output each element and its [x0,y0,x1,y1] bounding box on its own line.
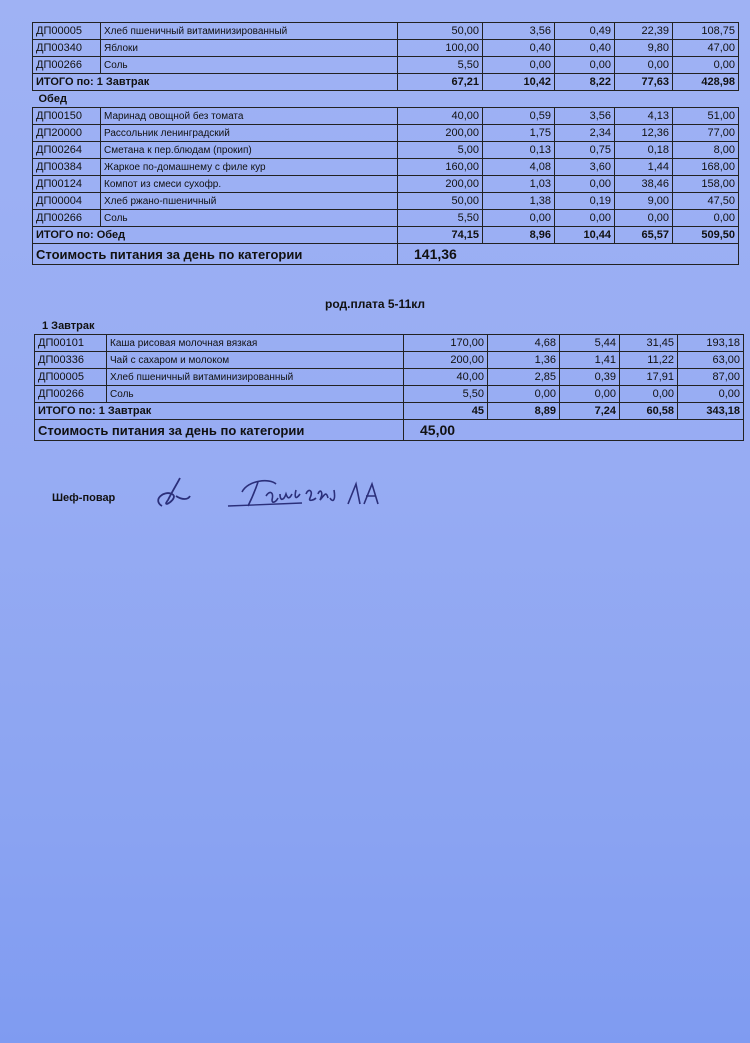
menu-table-1 [32,22,739,265]
item-energy: 47,00 [673,40,739,57]
item-name: Жаркое по-домашнему с филе кур [101,159,398,176]
item-quantity: 50,00 [398,23,483,40]
item-carbs: 9,80 [615,40,673,57]
handwritten-signature [150,470,410,520]
item-fat: 1,41 [560,352,620,369]
item-fat: 0,00 [555,176,615,193]
table-row [33,40,739,57]
item-carbs: 38,46 [615,176,673,193]
daily-cost-row [33,244,739,265]
item-protein: 1,75 [483,125,555,142]
total-fat: 10,44 [555,227,615,244]
item-name: Компот из смеси сухофр. [101,176,398,193]
item-carbs: 11,22 [620,352,678,369]
breakfast-total-row [35,403,744,420]
item-name: Чай с сахаром и молоком [107,352,404,369]
item-protein: 1,38 [483,193,555,210]
item-name: Сметана к пер.блюдам (прокип) [101,142,398,159]
total-protein: 10,42 [483,74,555,91]
item-quantity: 200,00 [398,176,483,193]
section-title: Обед [33,91,739,108]
total-carbs: 65,57 [615,227,673,244]
item-carbs: 12,36 [615,125,673,142]
item-carbs: 0,18 [615,142,673,159]
item-protein: 0,00 [488,386,560,403]
item-name: Хлеб пшеничный витаминизированный [101,23,398,40]
total-fat: 8,22 [555,74,615,91]
item-name: Каша рисовая молочная вязкая [107,335,404,352]
total-fat: 7,24 [560,403,620,420]
item-name: Хлеб пшеничный витаминизированный [107,369,404,386]
item-protein: 4,68 [488,335,560,352]
total-protein: 8,96 [483,227,555,244]
item-protein: 0,40 [483,40,555,57]
table-row [33,142,739,159]
item-code: ДП00266 [35,386,107,403]
item-protein: 0,00 [483,210,555,227]
cost-label: Стоимость питания за день по категории [33,244,398,265]
item-quantity: 200,00 [398,125,483,142]
item-energy: 51,00 [673,108,739,125]
item-energy: 63,00 [678,352,744,369]
table-row [33,210,739,227]
item-protein: 1,03 [483,176,555,193]
total-label: ИТОГО по: 1 Завтрак [33,74,398,91]
item-quantity: 5,50 [398,57,483,74]
item-quantity: 40,00 [404,369,488,386]
total-quantity: 67,21 [398,74,483,91]
item-fat: 0,40 [555,40,615,57]
item-carbs: 17,91 [620,369,678,386]
table-row [35,335,744,352]
item-carbs: 22,39 [615,23,673,40]
item-code: ДП00264 [33,142,101,159]
item-name: Соль [101,210,398,227]
item-name: Яблоки [101,40,398,57]
item-code: ДП00266 [33,57,101,74]
item-code: ДП00266 [33,210,101,227]
table-row [33,159,739,176]
item-protein: 2,85 [488,369,560,386]
item-protein: 3,56 [483,23,555,40]
item-fat: 3,56 [555,108,615,125]
item-fat: 0,75 [555,142,615,159]
table-row [33,125,739,142]
total-label: ИТОГО по: 1 Завтрак [35,403,404,420]
item-quantity: 160,00 [398,159,483,176]
cost-label: Стоимость питания за день по категории [35,420,404,441]
table-row [33,57,739,74]
total-carbs: 60,58 [620,403,678,420]
table-row [33,193,739,210]
item-name: Соль [107,386,404,403]
item-quantity: 50,00 [398,193,483,210]
section-header-lunch [33,91,739,108]
item-fat: 0,19 [555,193,615,210]
chef-label: Шеф-повар [52,492,116,504]
total-protein: 8,89 [488,403,560,420]
item-name: Хлеб ржано-пшеничный [101,193,398,210]
item-code: ДП00005 [35,369,107,386]
category-note: род.плата 5-11кл [325,297,426,311]
item-quantity: 100,00 [398,40,483,57]
item-quantity: 170,00 [404,335,488,352]
daily-cost-row [35,420,744,441]
item-energy: 0,00 [673,210,739,227]
item-energy: 0,00 [673,57,739,74]
item-carbs: 1,44 [615,159,673,176]
item-quantity: 200,00 [404,352,488,369]
item-code: ДП20000 [33,125,101,142]
item-code: ДП00004 [33,193,101,210]
item-energy: 87,00 [678,369,744,386]
item-code: ДП00005 [33,23,101,40]
item-energy: 108,75 [673,23,739,40]
item-protein: 4,08 [483,159,555,176]
total-energy: 428,98 [673,74,739,91]
item-code: ДП00101 [35,335,107,352]
item-name: Маринад овощной без томата [101,108,398,125]
item-energy: 193,18 [678,335,744,352]
item-fat: 0,00 [555,210,615,227]
total-energy: 343,18 [678,403,744,420]
total-quantity: 74,15 [398,227,483,244]
item-protein: 0,00 [483,57,555,74]
item-fat: 3,60 [555,159,615,176]
menu-table-2 [34,334,744,441]
item-carbs: 9,00 [615,193,673,210]
item-quantity: 40,00 [398,108,483,125]
item-code: ДП00150 [33,108,101,125]
item-fat: 5,44 [560,335,620,352]
table-row [35,352,744,369]
total-quantity: 45 [404,403,488,420]
item-code: ДП00384 [33,159,101,176]
table-row [33,108,739,125]
cost-value: 141,36 [398,244,739,265]
item-carbs: 4,13 [615,108,673,125]
item-fat: 0,00 [555,57,615,74]
item-energy: 168,00 [673,159,739,176]
lunch-total-row [33,227,739,244]
item-protein: 0,13 [483,142,555,159]
item-energy: 47,50 [673,193,739,210]
item-energy: 0,00 [678,386,744,403]
item-fat: 0,39 [560,369,620,386]
item-code: ДП00340 [33,40,101,57]
table-row [33,23,739,40]
breakfast-total-row [33,74,739,91]
item-quantity: 5,00 [398,142,483,159]
item-name: Соль [101,57,398,74]
total-carbs: 77,63 [615,74,673,91]
item-carbs: 31,45 [620,335,678,352]
item-fat: 0,00 [560,386,620,403]
item-energy: 8,00 [673,142,739,159]
total-energy: 509,50 [673,227,739,244]
table-row [35,369,744,386]
item-carbs: 0,00 [615,57,673,74]
item-carbs: 0,00 [620,386,678,403]
cost-value: 45,00 [404,420,744,441]
table-row [33,176,739,193]
item-code: ДП00336 [35,352,107,369]
item-fat: 2,34 [555,125,615,142]
item-fat: 0,49 [555,23,615,40]
item-energy: 158,00 [673,176,739,193]
item-name: Рассольник ленинградский [101,125,398,142]
section-title-breakfast: 1 Завтрак [42,320,95,332]
item-code: ДП00124 [33,176,101,193]
item-quantity: 5,50 [404,386,488,403]
total-label: ИТОГО по: Обед [33,227,398,244]
item-quantity: 5,50 [398,210,483,227]
item-protein: 0,59 [483,108,555,125]
item-carbs: 0,00 [615,210,673,227]
item-energy: 77,00 [673,125,739,142]
table-row [35,386,744,403]
item-protein: 1,36 [488,352,560,369]
